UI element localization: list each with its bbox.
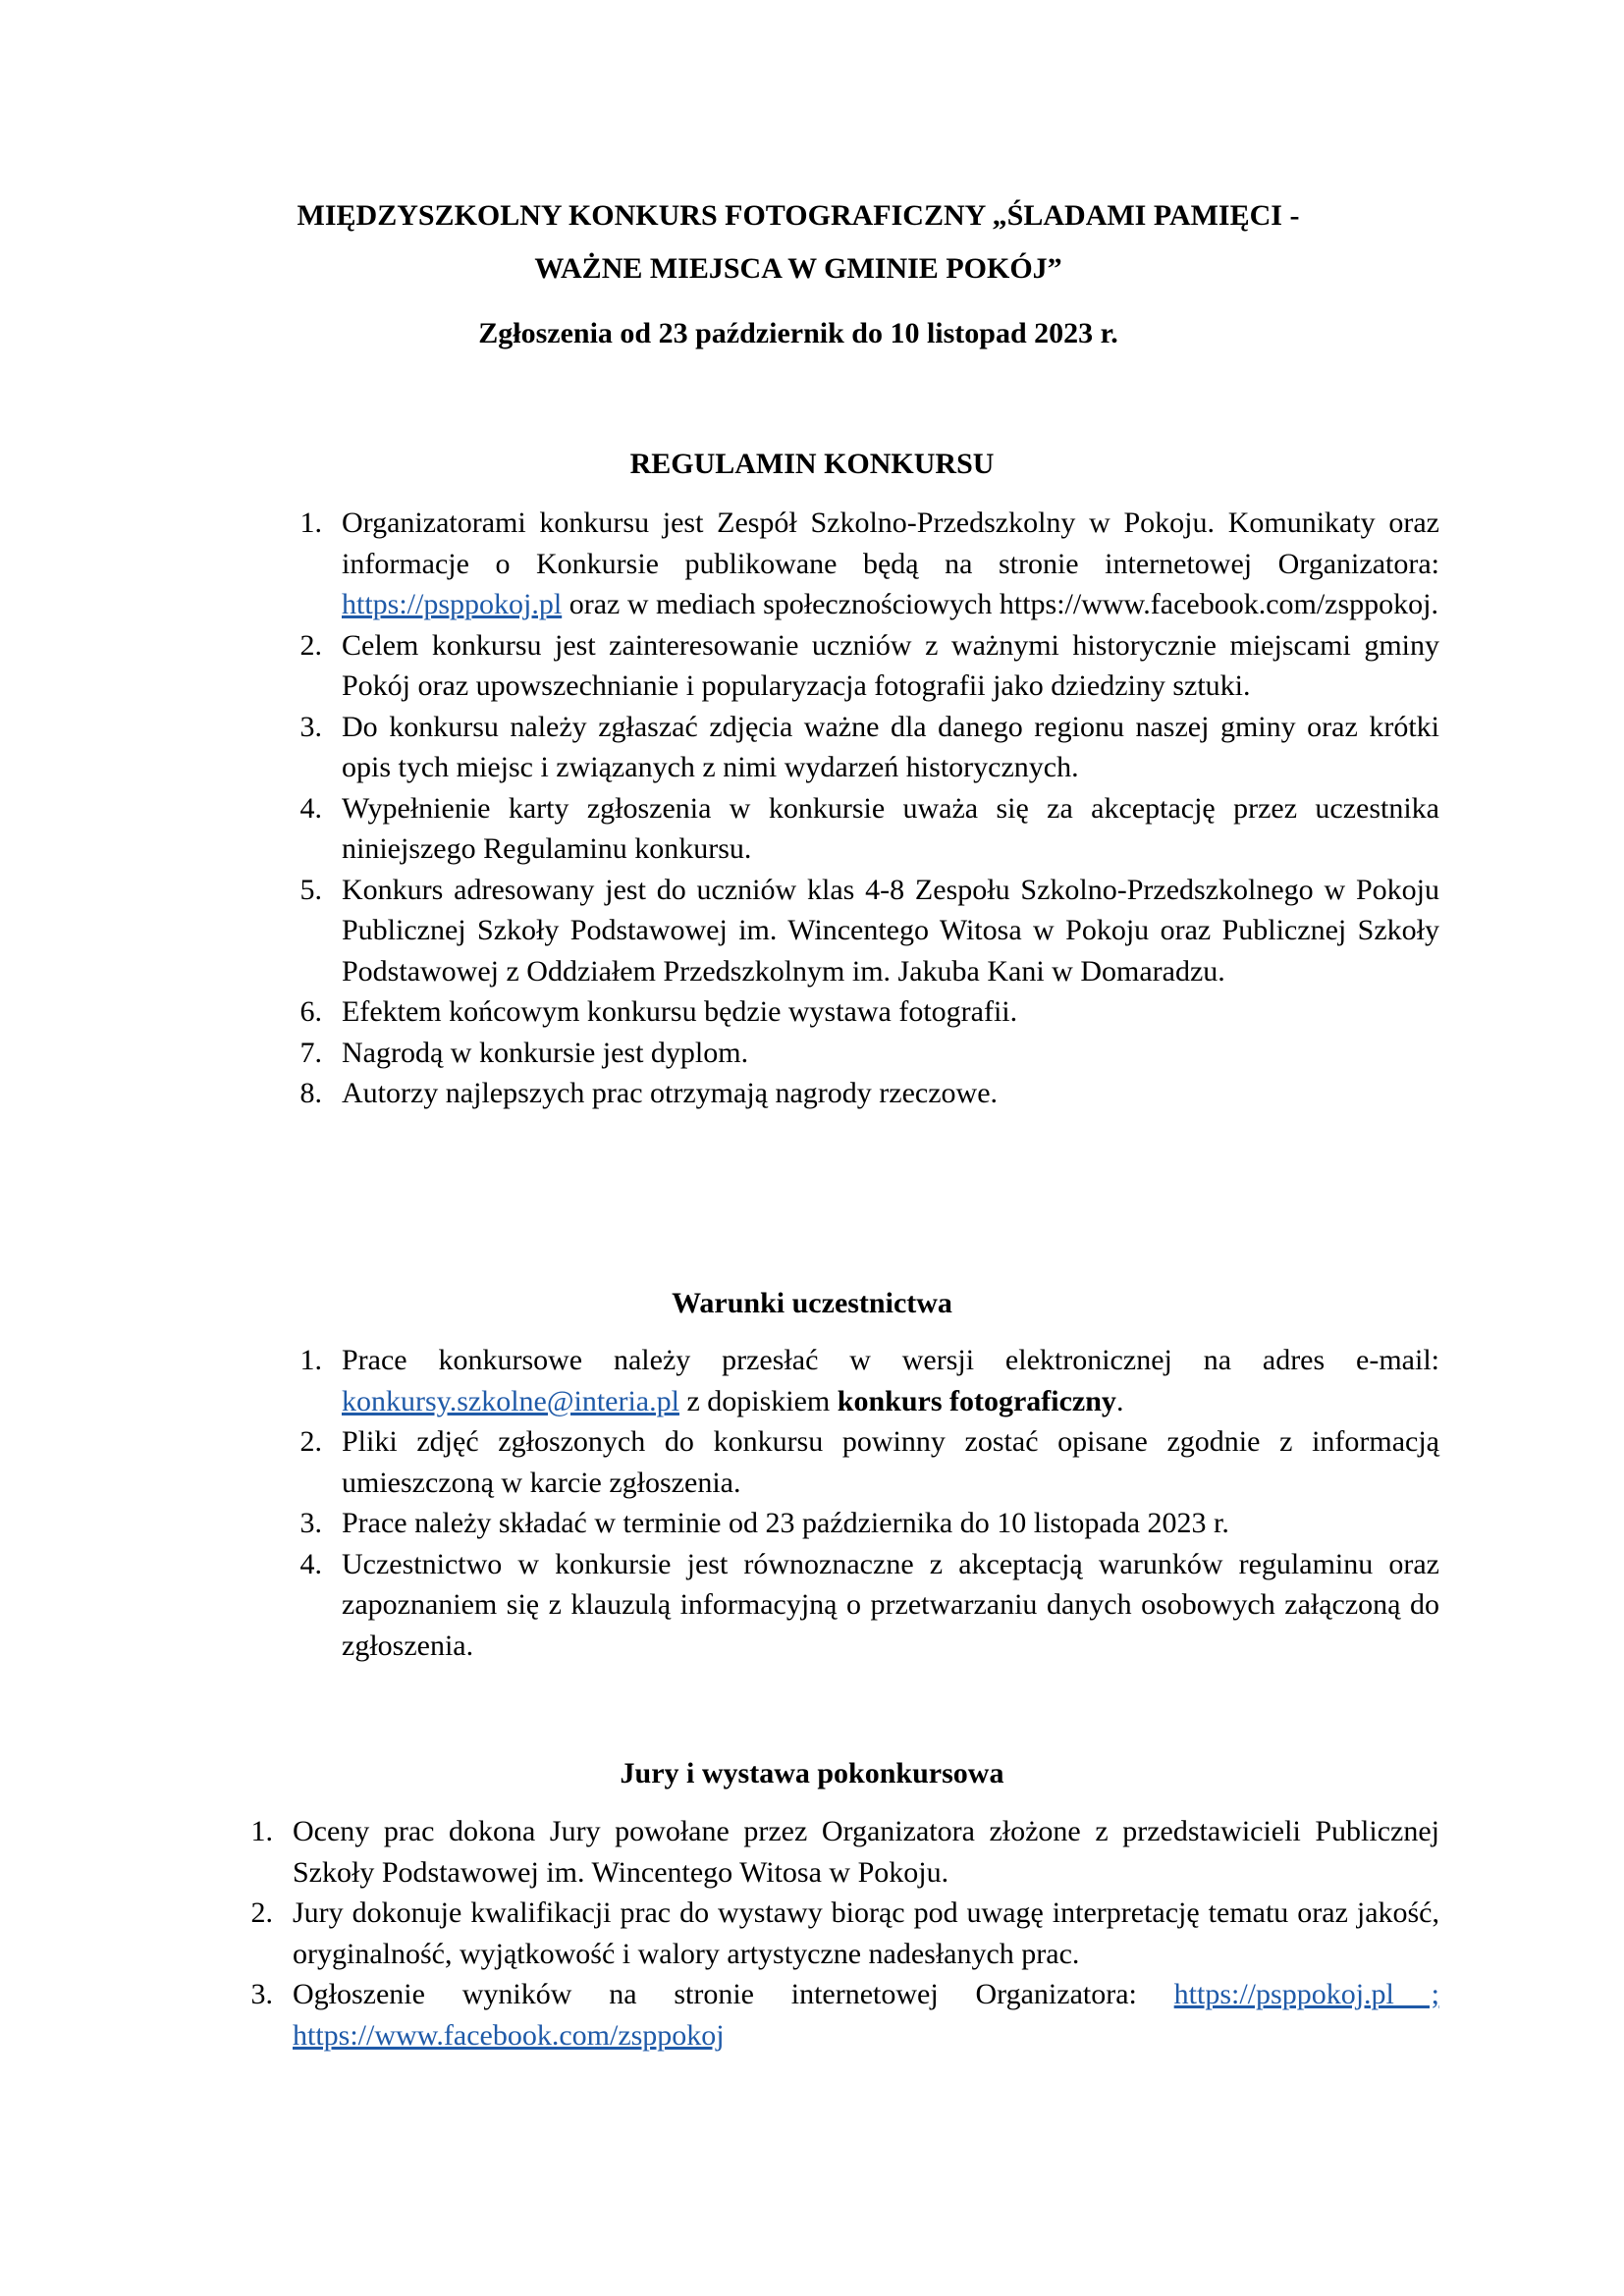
list-item-number: 2. <box>250 1896 273 1929</box>
list-item <box>299 991 1439 1033</box>
list-item-number: 3. <box>299 1507 322 1539</box>
facebook-link[interactable]: https://www.facebook.com/zsppokoj <box>293 2018 725 2052</box>
list-item-text: Efektem końcowym konkursu będzie wystawa fotografii. <box>342 995 1018 1028</box>
jury-heading: Jury i wystawa pokonkursowa <box>620 1757 1004 1789</box>
warunki-heading: Warunki uczestnictwa <box>672 1287 952 1319</box>
list-item <box>299 503 1439 625</box>
regulamin-list <box>299 503 1439 1114</box>
list-item-text: Pliki zdjęć zgłoszonych do konkursu powinny zostać opisane zgodnie z informacją umieszczoną w karcie zgłoszenia. <box>342 1425 1439 1499</box>
contest-email-link[interactable]: konkursy.szkolne@interia.pl <box>342 1384 679 1417</box>
list-item-number: 1. <box>250 1815 273 1847</box>
list-item-text: Ogłoszenie wyników na stronie internetowej Organizatora: <box>293 1978 1174 2010</box>
list-item <box>299 625 1439 707</box>
list-item <box>299 1421 1439 1503</box>
regulamin-heading: REGULAMIN KONKURSU <box>629 448 995 480</box>
list-item-number: 5. <box>299 873 322 906</box>
list-item-text: Celem konkursu jest zainteresowanie uczniów z ważnymi historycznie miejscami gminy Pokój oraz upowszechnianie i popularyzacja fotografii jako dziedziny sztuki. <box>342 628 1439 702</box>
list-item <box>250 1811 1439 1893</box>
email-subject-note: konkurs fotograficzny <box>837 1384 1116 1417</box>
list-item <box>299 1503 1439 1544</box>
list-item-text: Oceny prac dokona Jury powołane przez Organizatora złożone z przedstawicieli Publicznej Szkoły Podstawowej im. Wincentego Witosa w Pokoju. <box>293 1815 1439 1889</box>
list-item-text: Konkurs adresowany jest do uczniów klas 4-8 Zespołu Szkolno-Przedszkolnego w Pokoju Publicznej Szkoły Podstawowej im. Wincentego Witosa w Pokoju oraz Publicznej Szkoły Podstawowej z Oddziałem Przedszkolnym im. Jakuba Kani w Domaradzu. <box>342 873 1439 988</box>
list-item <box>250 1974 1439 2056</box>
list-item-number: 1. <box>299 507 322 539</box>
list-item <box>299 870 1439 992</box>
list-item <box>299 788 1439 870</box>
warunki-list <box>299 1340 1439 1666</box>
list-item-text: Nagrodą w konkursie jest dyplom. <box>342 1036 749 1069</box>
list-item <box>299 1033 1439 1074</box>
list-item-text: Prace należy składać w terminie od 23 października do 10 listopada 2023 r. <box>342 1507 1229 1539</box>
organizer-website-link[interactable]: https://psppokoj.pl <box>342 588 563 620</box>
list-item <box>299 707 1439 788</box>
results-website-link[interactable]: https://psppokoj.pl ; <box>1173 1978 1439 2010</box>
list-item <box>250 1893 1439 1974</box>
list-item-text: . <box>1115 1384 1124 1417</box>
list-item-number: 8. <box>299 1077 322 1109</box>
list-item-number: 6. <box>299 995 322 1028</box>
list-item-text: Do konkursu należy zgłaszać zdjęcia ważne dla danego regionu naszej gminy oraz krótki opis tych miejsc i związanych z nimi wydarzeń historycznych. <box>342 710 1439 783</box>
list-item-number: 7. <box>299 1036 322 1069</box>
list-item-number: 3. <box>299 710 322 743</box>
list-item-number: 4. <box>299 791 322 825</box>
list-item-text: Jury dokonuje kwalifikacji prac do wystawy biorąc pod uwagę interpretację tematu oraz jakość, oryginalność, wyjątkowość i walory artystyczne nadesłanych prac. <box>293 1896 1439 1970</box>
list-item <box>299 1544 1439 1667</box>
list-item-number: 1. <box>299 1344 322 1376</box>
list-item-number: 4. <box>299 1547 322 1580</box>
list-item <box>299 1340 1439 1421</box>
jury-list <box>250 1811 1439 2056</box>
contest-title-line2: WAŻNE MIEJSCA W GMINIE POKÓJ” <box>534 252 1062 285</box>
list-item-text: Organizatorami konkursu jest Zespół Szkolno-Przedszkolny w Pokoju. Komunikaty oraz informacje o Konkursie publikowane będą na stronie internetowej Organizatora: <box>342 507 1439 580</box>
contest-title-line1: MIĘDZYSZKOLNY KONKURS FOTOGRAFICZNY „ŚLADAMI PAMIĘCI - <box>297 199 1300 232</box>
list-item-text: oraz w mediach społecznościowych https://www.facebook.com/zsppokoj. <box>562 588 1439 620</box>
list-item-number: 2. <box>299 628 322 662</box>
list-item-text: z dopiskiem <box>678 1384 838 1417</box>
list-item-text: Prace konkursowe należy przesłać w wersji elektronicznej na adres e-mail: <box>342 1344 1439 1376</box>
list-item-number: 3. <box>250 1978 273 2010</box>
submission-dates: Zgłoszenia od 23 październik do 10 listopad 2023 r. <box>478 317 1118 349</box>
list-item-text: Autorzy najlepszych prac otrzymają nagrody rzeczowe. <box>342 1077 999 1109</box>
list-item-text: Wypełnienie karty zgłoszenia w konkursie uważa się za akceptację przez uczestnika niniejszego Regulaminu konkursu. <box>342 791 1439 865</box>
list-item-text: Uczestnictwo w konkursie jest równoznaczne z akceptacją warunków regulaminu oraz zapoznaniem się z klauzulą informacyjną o przetwarzaniu danych osobowych załączoną do zgłoszenia. <box>342 1547 1439 1662</box>
list-item <box>299 1073 1439 1114</box>
list-item-number: 2. <box>299 1425 322 1458</box>
